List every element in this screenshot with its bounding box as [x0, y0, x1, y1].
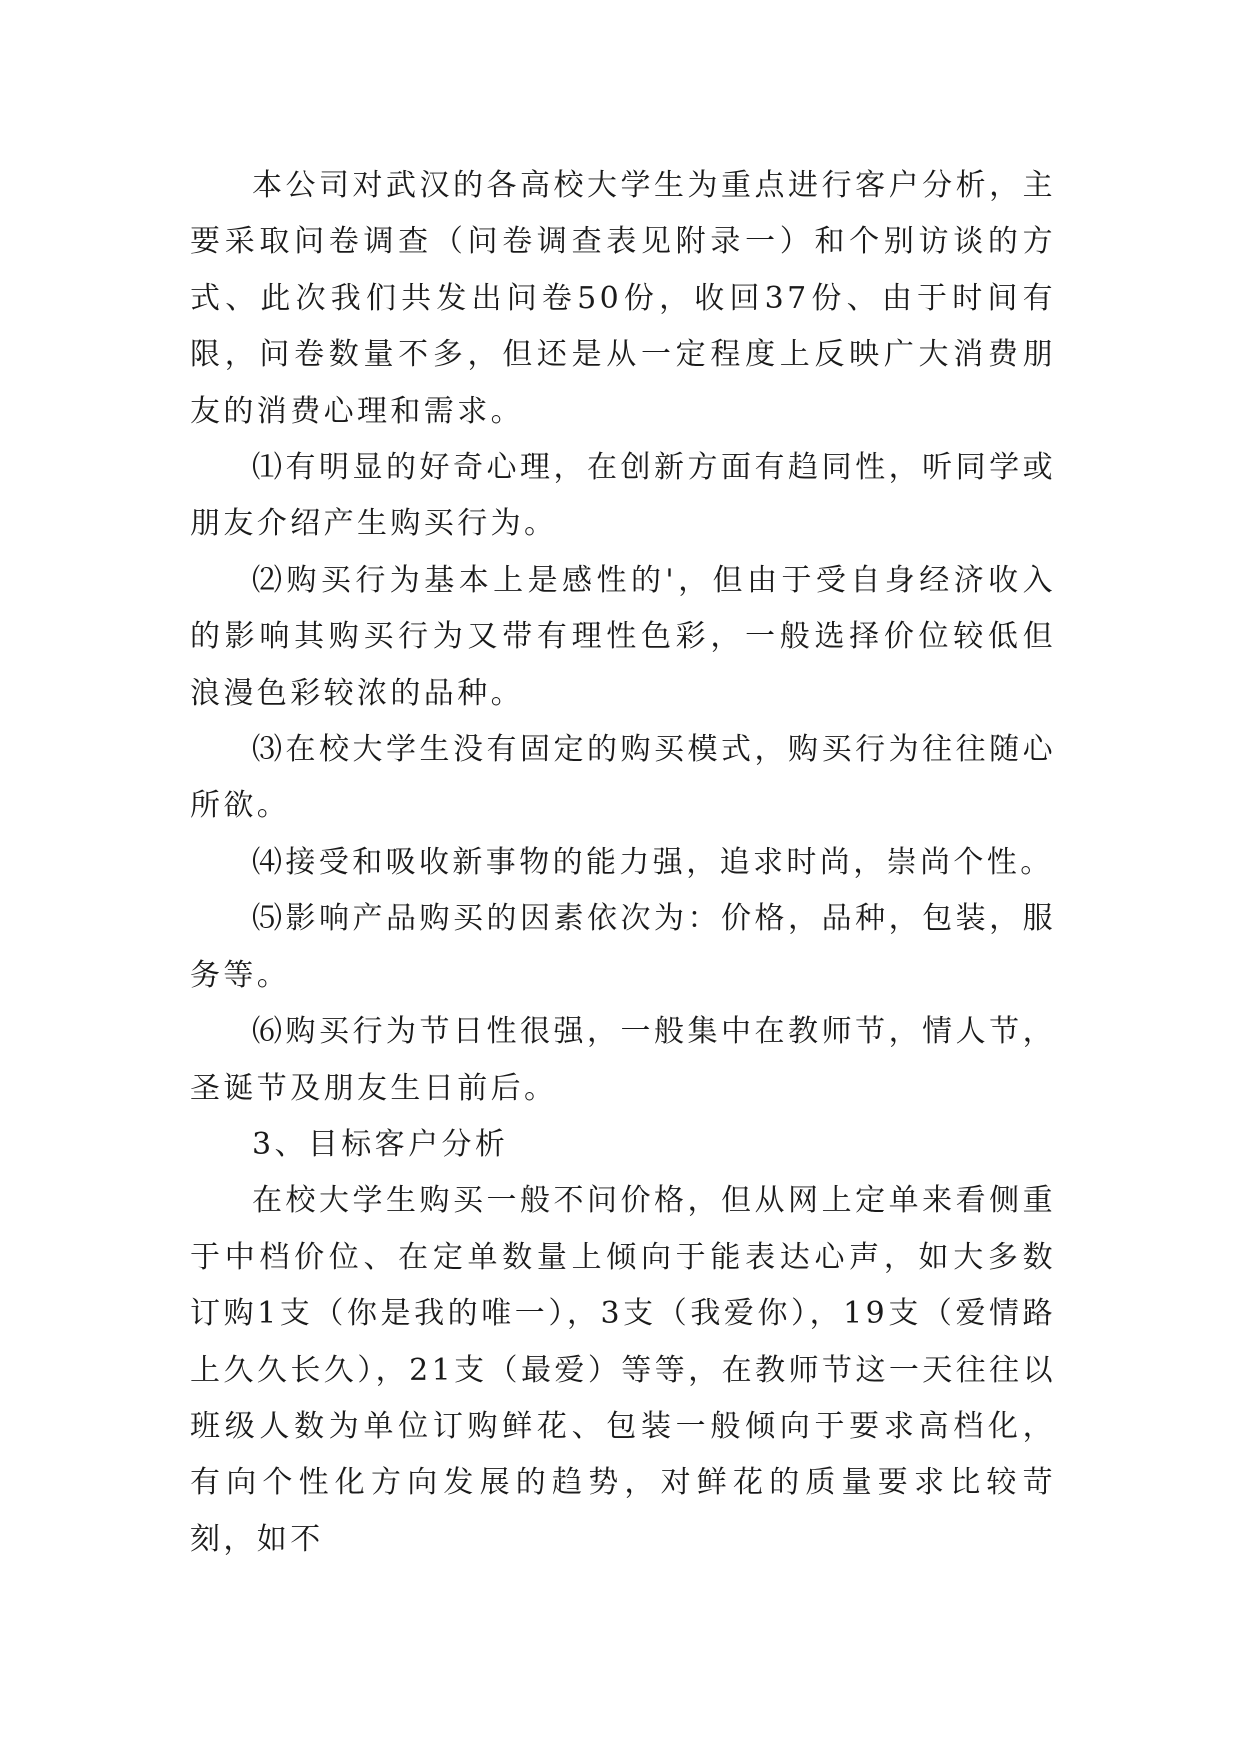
paragraph-item-2: ⑵购买行为基本上是感性的'，但由于受自身经济收入的影响其购买行为又带有理性色彩，一般选择价位较低但浪漫色彩较浓的品种。: [190, 562, 1056, 711]
paragraph-item-6: ⑹购买行为节日性很强，一般集中在教师节，情人节，圣诞节及朋友生日前后。: [190, 1014, 1056, 1106]
paragraph-item-1: ⑴有明显的好奇心理，在创新方面有趋同性，听同学或朋友介绍产生购买行为。: [190, 450, 1056, 542]
paragraph-item-5: ⑸影响产品购买的因素依次为：价格，品种，包装，服务等。: [190, 901, 1056, 993]
paragraph-target-analysis: 在校大学生购买一般不问价格，但从网上定单来看侧重于中档价位、在定单数量上倾向于能表达心声，如大多数订购1支（你是我的唯一），3支（我爱你），19支（爱情路上久久长久），21支（最爱）等等，在教师节这一天往往以班级人数为单位订购鲜花、包装一般倾向于要求高档化，有向个性化方向发展的趋势，对鲜花的质量要求比较苛刻，如不: [190, 1183, 1056, 1557]
paragraph-item-3: ⑶在校大学生没有固定的购买模式，购买行为往往随心所欲。: [190, 732, 1056, 824]
section-heading: 3、目标客户分析: [252, 1126, 509, 1162]
paragraph-intro: 本公司对武汉的各高校大学生为重点进行客户分析，主要采取问卷调查（问卷调查表见附录一）和个别访谈的方式、此次我们共发出问卷50份，收回37份、由于时间有限，问卷数量不多，但还是从一定程度上反映广大消费朋友的消费心理和需求。: [190, 168, 1056, 429]
document-body: [190, 158, 1056, 1568]
paragraph-item-4: ⑷接受和吸收新事物的能力强，追求时尚，崇尚个性。: [252, 844, 1054, 880]
